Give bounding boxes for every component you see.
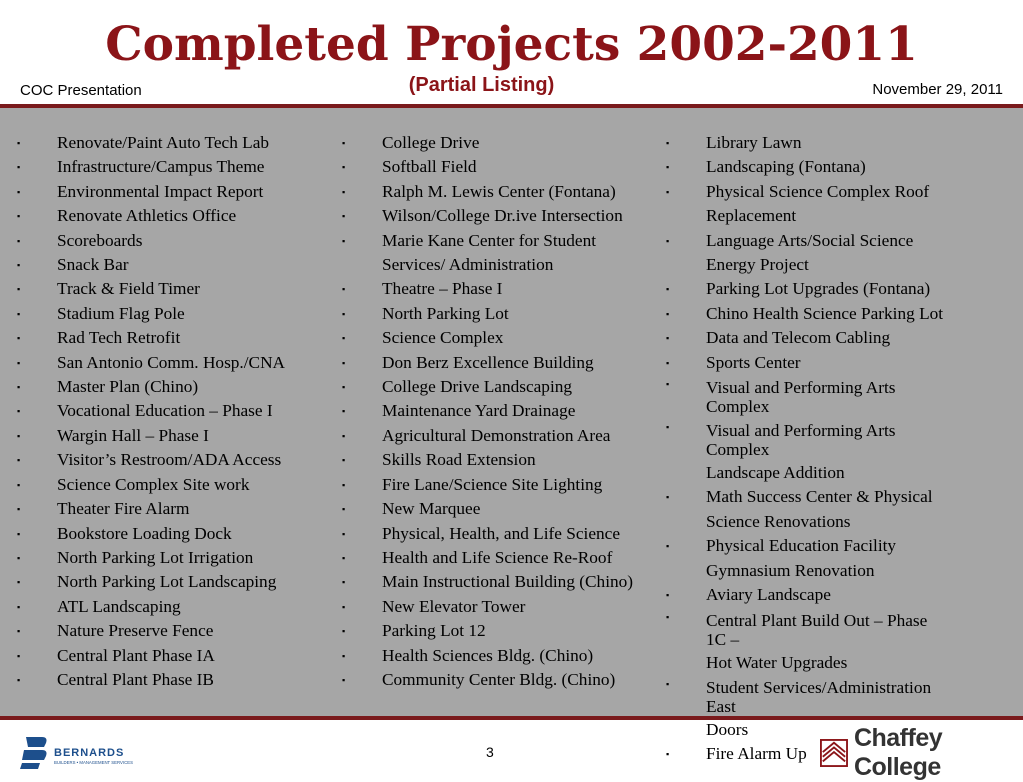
list-item-continuation: Services/ Administration xyxy=(382,255,554,275)
list-item: ▪ Infrastructure/Campus Theme xyxy=(17,155,285,179)
list-item: ▪ New Marquee xyxy=(342,497,633,521)
list-item: ▪ Ralph M. Lewis Center (Fontana) xyxy=(342,180,633,204)
header-date: November 29, 2011 xyxy=(872,81,1003,98)
bullet-icon: ▪ xyxy=(17,674,21,685)
list-item: ▪ Marie Kane Center for Student xyxy=(342,229,633,253)
list-item: ▪ Data and Telecom Cabling xyxy=(666,326,943,350)
list-item: ▪ College Drive xyxy=(342,131,633,155)
bullet-icon: ▪ xyxy=(666,162,670,173)
chaffey-wordmark: Chaffey College xyxy=(853,724,943,781)
bernards-wordmark: BERNARDS xyxy=(54,747,125,759)
list-item: ▪ Science Complex xyxy=(342,326,633,350)
bullet-icon: ▪ xyxy=(17,601,21,612)
list-item: ▪ Central Plant Build Out – Phase 1C – xyxy=(666,608,943,651)
bullet-icon: ▪ xyxy=(666,333,670,344)
list-item: ▪ Agricultural Demonstration Area xyxy=(342,424,633,448)
project-list-column-1 xyxy=(17,131,285,692)
list-item: ▪ Parking Lot 12 xyxy=(342,619,633,643)
bullet-icon: ▪ xyxy=(342,357,346,368)
bullet-icon: ▪ xyxy=(17,650,21,661)
list-item: ▪ Physical Education Facility xyxy=(666,534,943,558)
list-item: ▪ Central Plant Phase IB xyxy=(17,668,285,692)
bullet-icon: ▪ xyxy=(342,552,346,563)
bernards-tagline: BUILDERS • MANAGEMENT SERVICES xyxy=(54,760,133,765)
bullet-icon: ▪ xyxy=(17,455,21,466)
bullet-icon: ▪ xyxy=(342,382,346,393)
bullet-icon: ▪ xyxy=(666,379,670,390)
list-item-continuation: Landscape Addition xyxy=(706,463,845,483)
bullet-icon: ▪ xyxy=(17,211,21,222)
list-item: ▪ Central Plant Phase IA xyxy=(17,644,285,668)
list-item: ▪ Master Plan (Chino) xyxy=(17,375,285,399)
bullet-icon: ▪ xyxy=(17,284,21,295)
bullet-icon: ▪ xyxy=(17,382,21,393)
list-item: ▪ Snack Bar xyxy=(17,253,285,277)
bullet-icon: ▪ xyxy=(342,455,346,466)
list-item: ▪ North Parking Lot Irrigation xyxy=(17,546,285,570)
list-item: ▪ Wargin Hall – Phase I xyxy=(17,424,285,448)
header-presentation-label: COC Presentation xyxy=(20,82,142,99)
list-item: ▪ Environmental Impact Report xyxy=(17,180,285,204)
list-item: ▪ Health Sciences Bldg. (Chino) xyxy=(342,644,633,668)
page-number: 3 xyxy=(486,744,494,760)
bullet-icon: ▪ xyxy=(342,650,346,661)
list-item: ▪ Science Complex Site work xyxy=(17,473,285,497)
bullet-icon: ▪ xyxy=(666,235,670,246)
bullet-icon: ▪ xyxy=(342,577,346,588)
bullet-icon: ▪ xyxy=(17,479,21,490)
project-list-column-2 xyxy=(342,131,633,692)
bullet-icon: ▪ xyxy=(666,422,670,433)
list-item: ▪ Parking Lot Upgrades (Fontana) xyxy=(666,277,943,301)
list-item: ▪ Library Lawn xyxy=(666,131,943,155)
list-item: ▪ North Parking Lot Landscaping xyxy=(17,570,285,594)
bullet-icon: ▪ xyxy=(342,504,346,515)
bullet-icon: ▪ xyxy=(342,162,346,173)
list-item: ▪ Theater Fire Alarm xyxy=(17,497,285,521)
list-item: ▪ Visitor’s Restroom/ADA Access xyxy=(17,448,285,472)
bullet-icon: ▪ xyxy=(17,430,21,441)
list-item: ▪ Sports Center xyxy=(666,351,943,375)
bullet-icon: ▪ xyxy=(17,235,21,246)
bullet-icon: ▪ xyxy=(17,308,21,319)
list-item: ▪ Bookstore Loading Dock xyxy=(17,522,285,546)
list-item-continuation: Doors xyxy=(706,719,749,739)
bullet-icon: ▪ xyxy=(17,528,21,539)
list-item: ▪ Main Instructional Building (Chino) xyxy=(342,570,633,594)
bullet-icon: ▪ xyxy=(666,749,670,760)
bullet-icon: ▪ xyxy=(17,406,21,417)
list-item: ▪ Don Berz Excellence Building xyxy=(342,351,633,375)
list-item: ▪ Maintenance Yard Drainage xyxy=(342,399,633,423)
list-item: ▪ Visual and Performing Arts Complex xyxy=(666,418,943,461)
bullet-icon: ▪ xyxy=(17,333,21,344)
list-item: ▪ Landscaping (Fontana) xyxy=(666,155,943,179)
list-item: ▪ Math Success Center & Physical xyxy=(666,485,943,509)
list-item-continuation: Science Renovations xyxy=(706,511,851,531)
bullet-icon: ▪ xyxy=(342,333,346,344)
bullet-icon: ▪ xyxy=(17,260,21,271)
bullet-icon: ▪ xyxy=(17,504,21,515)
list-item: ▪ Student Services/Administration East xyxy=(666,675,943,718)
bullet-icon: ▪ xyxy=(342,626,346,637)
list-item-continuation: Energy Project xyxy=(706,255,809,275)
bernards-logo xyxy=(20,733,150,771)
bullet-icon: ▪ xyxy=(342,406,346,417)
bullet-icon: ▪ xyxy=(666,357,670,368)
bullet-icon: ▪ xyxy=(342,138,346,148)
list-item: ▪ Health and Life Science Re-Roof xyxy=(342,546,633,570)
bullet-icon: ▪ xyxy=(342,235,346,246)
bullet-icon: ▪ xyxy=(342,284,346,295)
list-item: ▪ Skills Road Extension xyxy=(342,448,633,472)
bullet-icon: ▪ xyxy=(666,138,670,148)
list-item-continuation: Gymnasium Renovation xyxy=(706,560,875,580)
bullet-icon: ▪ xyxy=(342,674,346,685)
list-item: ▪ Nature Preserve Fence xyxy=(17,619,285,643)
bullet-icon: ▪ xyxy=(666,611,670,622)
bullet-icon: ▪ xyxy=(17,186,21,197)
list-item: ▪ Renovate Athletics Office xyxy=(17,204,285,228)
bullet-icon: ▪ xyxy=(17,577,21,588)
bullet-icon: ▪ xyxy=(342,308,346,319)
bullet-icon: ▪ xyxy=(342,528,346,539)
bullet-icon: ▪ xyxy=(666,678,670,689)
list-item: ▪ Fire Lane/Science Site Lighting xyxy=(342,473,633,497)
bullet-icon: ▪ xyxy=(666,541,670,552)
bullet-icon: ▪ xyxy=(342,211,346,222)
list-item: ▪ Physical, Health, and Life Science xyxy=(342,522,633,546)
list-item: ▪ New Elevator Tower xyxy=(342,595,633,619)
slide-title: Completed Projects 2002-2011 xyxy=(105,17,918,72)
list-item: ▪ ATL Landscaping xyxy=(17,595,285,619)
chaffey-college-logo xyxy=(820,724,1023,781)
slide-subtitle: (Partial Listing) xyxy=(408,74,555,96)
list-item: ▪ Scoreboards xyxy=(17,229,285,253)
bullet-icon: ▪ xyxy=(17,626,21,637)
bullet-icon: ▪ xyxy=(666,492,670,503)
bullet-icon: ▪ xyxy=(17,162,21,173)
bullet-icon: ▪ xyxy=(342,479,346,490)
list-item-continuation: Replacement xyxy=(706,206,797,226)
bullet-icon: ▪ xyxy=(17,138,21,148)
bullet-icon: ▪ xyxy=(17,357,21,368)
list-item: ▪ Chino Health Science Parking Lot xyxy=(666,302,943,326)
list-item: ▪ Vocational Education – Phase I xyxy=(17,399,285,423)
list-item-continuation: Hot Water Upgrades xyxy=(706,652,848,672)
bullet-icon: ▪ xyxy=(342,601,346,612)
list-item: ▪ Wilson/College Dr.ive Intersection xyxy=(342,204,633,228)
bullet-icon: ▪ xyxy=(666,186,670,197)
list-item: ▪ Softball Field xyxy=(342,155,633,179)
chaffey-emblem-icon xyxy=(820,738,848,768)
bullet-icon: ▪ xyxy=(342,186,346,197)
bullet-icon: ▪ xyxy=(17,552,21,563)
list-item: ▪ Renovate/Paint Auto Tech Lab xyxy=(17,131,285,155)
list-item: ▪ San Antonio Comm. Hosp./CNA xyxy=(17,351,285,375)
bullet-icon: ▪ xyxy=(666,308,670,319)
list-item: ▪ Fire Alarm Up xyxy=(666,742,943,766)
list-item: ▪ Language Arts/Social Science xyxy=(666,229,943,253)
list-item: ▪ Aviary Landscape xyxy=(666,583,943,607)
list-item: ▪ Visual and Performing Arts Complex xyxy=(666,375,943,418)
bullet-icon: ▪ xyxy=(666,590,670,601)
list-item: ▪ Community Center Bldg. (Chino) xyxy=(342,668,633,692)
list-item: ▪ Stadium Flag Pole xyxy=(17,302,285,326)
bullet-icon: ▪ xyxy=(342,430,346,441)
list-item: ▪ Theatre – Phase I xyxy=(342,277,633,301)
list-item: ▪ Track & Field Timer xyxy=(17,277,285,301)
list-item: ▪ Physical Science Complex Roof xyxy=(666,180,943,204)
list-item: ▪ North Parking Lot xyxy=(342,302,633,326)
bullet-icon: ▪ xyxy=(666,284,670,295)
list-item: ▪ College Drive Landscaping xyxy=(342,375,633,399)
list-item: ▪ Rad Tech Retrofit xyxy=(17,326,285,350)
project-list-column-3 xyxy=(666,131,943,767)
